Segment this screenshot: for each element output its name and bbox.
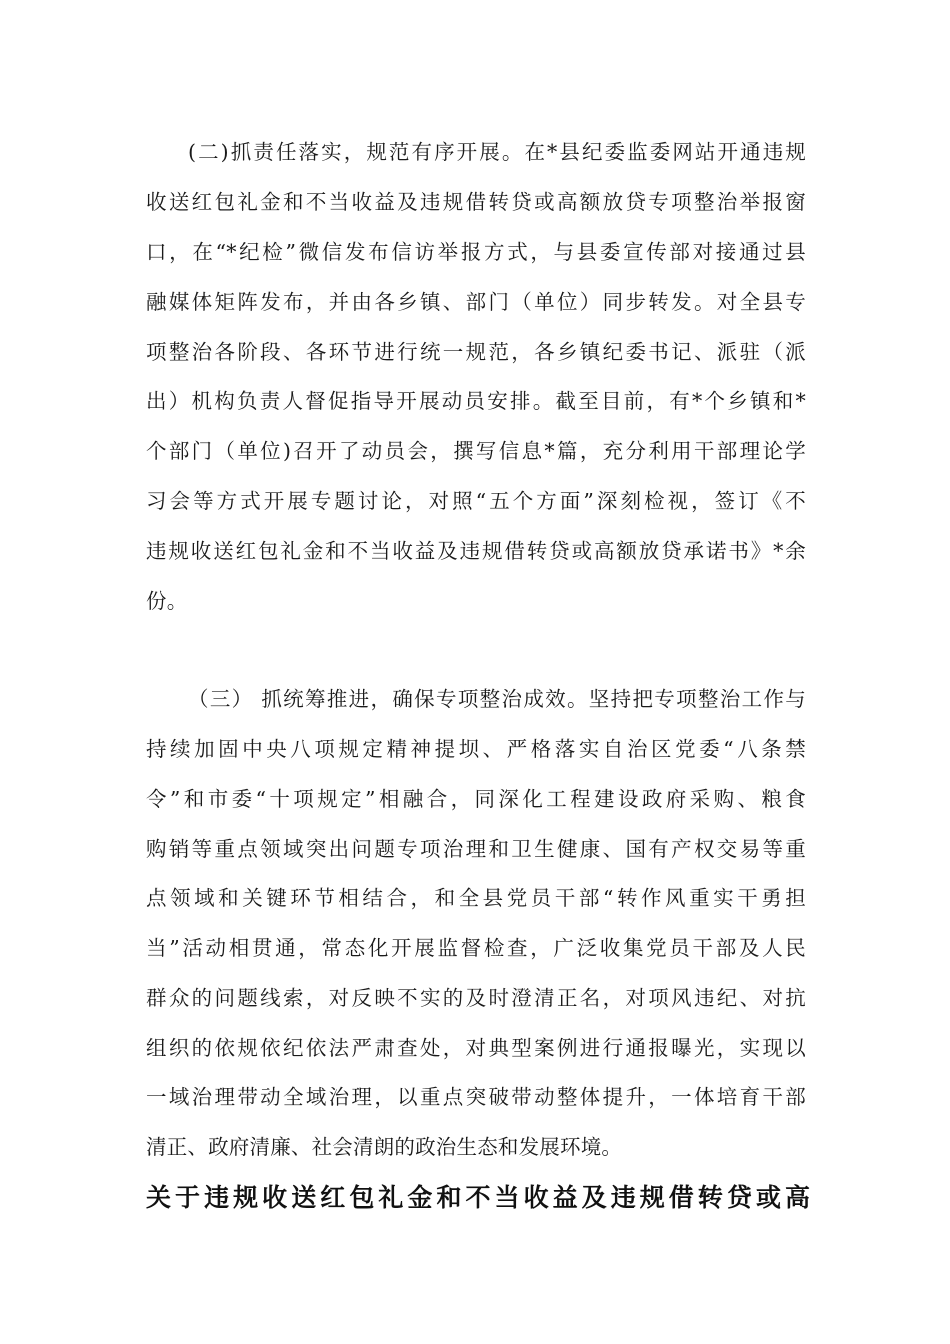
paragraph-1-line-7: 个部门（单位)召开了动员会，撰写信息*篇，充分利用干部理论学 — [146, 439, 806, 463]
paragraph-1-line-3: 口，在“*纪检”微信发布信访举报方式，与县委宣传部对接通过县 — [146, 240, 806, 264]
paragraph-1-line-8: 习会等方式开展专题讨论，对照“五个方面”深刻检视，签订《不 — [146, 489, 806, 513]
paragraph-2-line-7: 群众的问题线索，对反映不实的及时澄清正名，对项风违纪、对抗 — [146, 986, 806, 1010]
paragraph-2-line-1: （三） 抓统筹推进，确保专项整治成效。坚持把专项整治工作与 — [188, 687, 806, 711]
section-heading: 关于违规收送红包礼金和不当收益及违规借转贷或高 — [146, 1183, 810, 1212]
paragraph-2-line-5: 点领域和关键环节相结合，和全县党员干部“转作风重实干勇担 — [146, 886, 806, 910]
paragraph-1-line-10: 份。 — [146, 589, 188, 613]
paragraph-1-line-9: 违规收送红包礼金和不当收益及违规借转贷或高额放贷承诺书》*余 — [146, 539, 806, 563]
paragraph-1-line-5: 项整治各阶段、各环节进行统一规范，各乡镇纪委书记、派驻（派 — [146, 340, 806, 364]
paragraph-2-line-4: 购销等重点领域突出问题专项治理和卫生健康、国有产权交易等重 — [146, 837, 806, 861]
paragraph-2-line-9: 一域治理带动全域治理，以重点突破带动整体提升，一体培育干部 — [146, 1085, 806, 1109]
paragraph-1-line-1: (二)抓责任落实，规范有序开展。在*县纪委监委网站开通违规 — [188, 140, 806, 164]
paragraph-2-line-6: 当”活动相贯通，常态化开展监督检查，广泛收集党员干部及人民 — [146, 936, 806, 960]
paragraph-1-line-2: 收送红包礼金和不当收益及违规借转贷或高额放贷专项整治举报窗 — [146, 190, 806, 214]
paragraph-1-line-4: 融媒体矩阵发布，并由各乡镇、部门（单位）同步转发。对全县专 — [146, 290, 806, 314]
paragraph-2-line-10: 清正、政府清廉、社会清朗的政治生态和发展环境。 — [146, 1135, 623, 1159]
paragraph-2-line-3: 令”和市委“十项规定”相融合，同深化工程建设政府采购、粮食 — [146, 787, 806, 811]
paragraph-2-line-8: 组织的依规依纪依法严肃查处，对典型案例进行通报曝光，实现以 — [146, 1036, 806, 1060]
paragraph-1-line-6: 出）机构负责人督促指导开展动员安排。截至目前，有*个乡镇和* — [146, 389, 806, 413]
paragraph-2-line-2: 持续加固中央八项规定精神提坝、严格落实自治区党委“八条禁 — [146, 737, 806, 761]
